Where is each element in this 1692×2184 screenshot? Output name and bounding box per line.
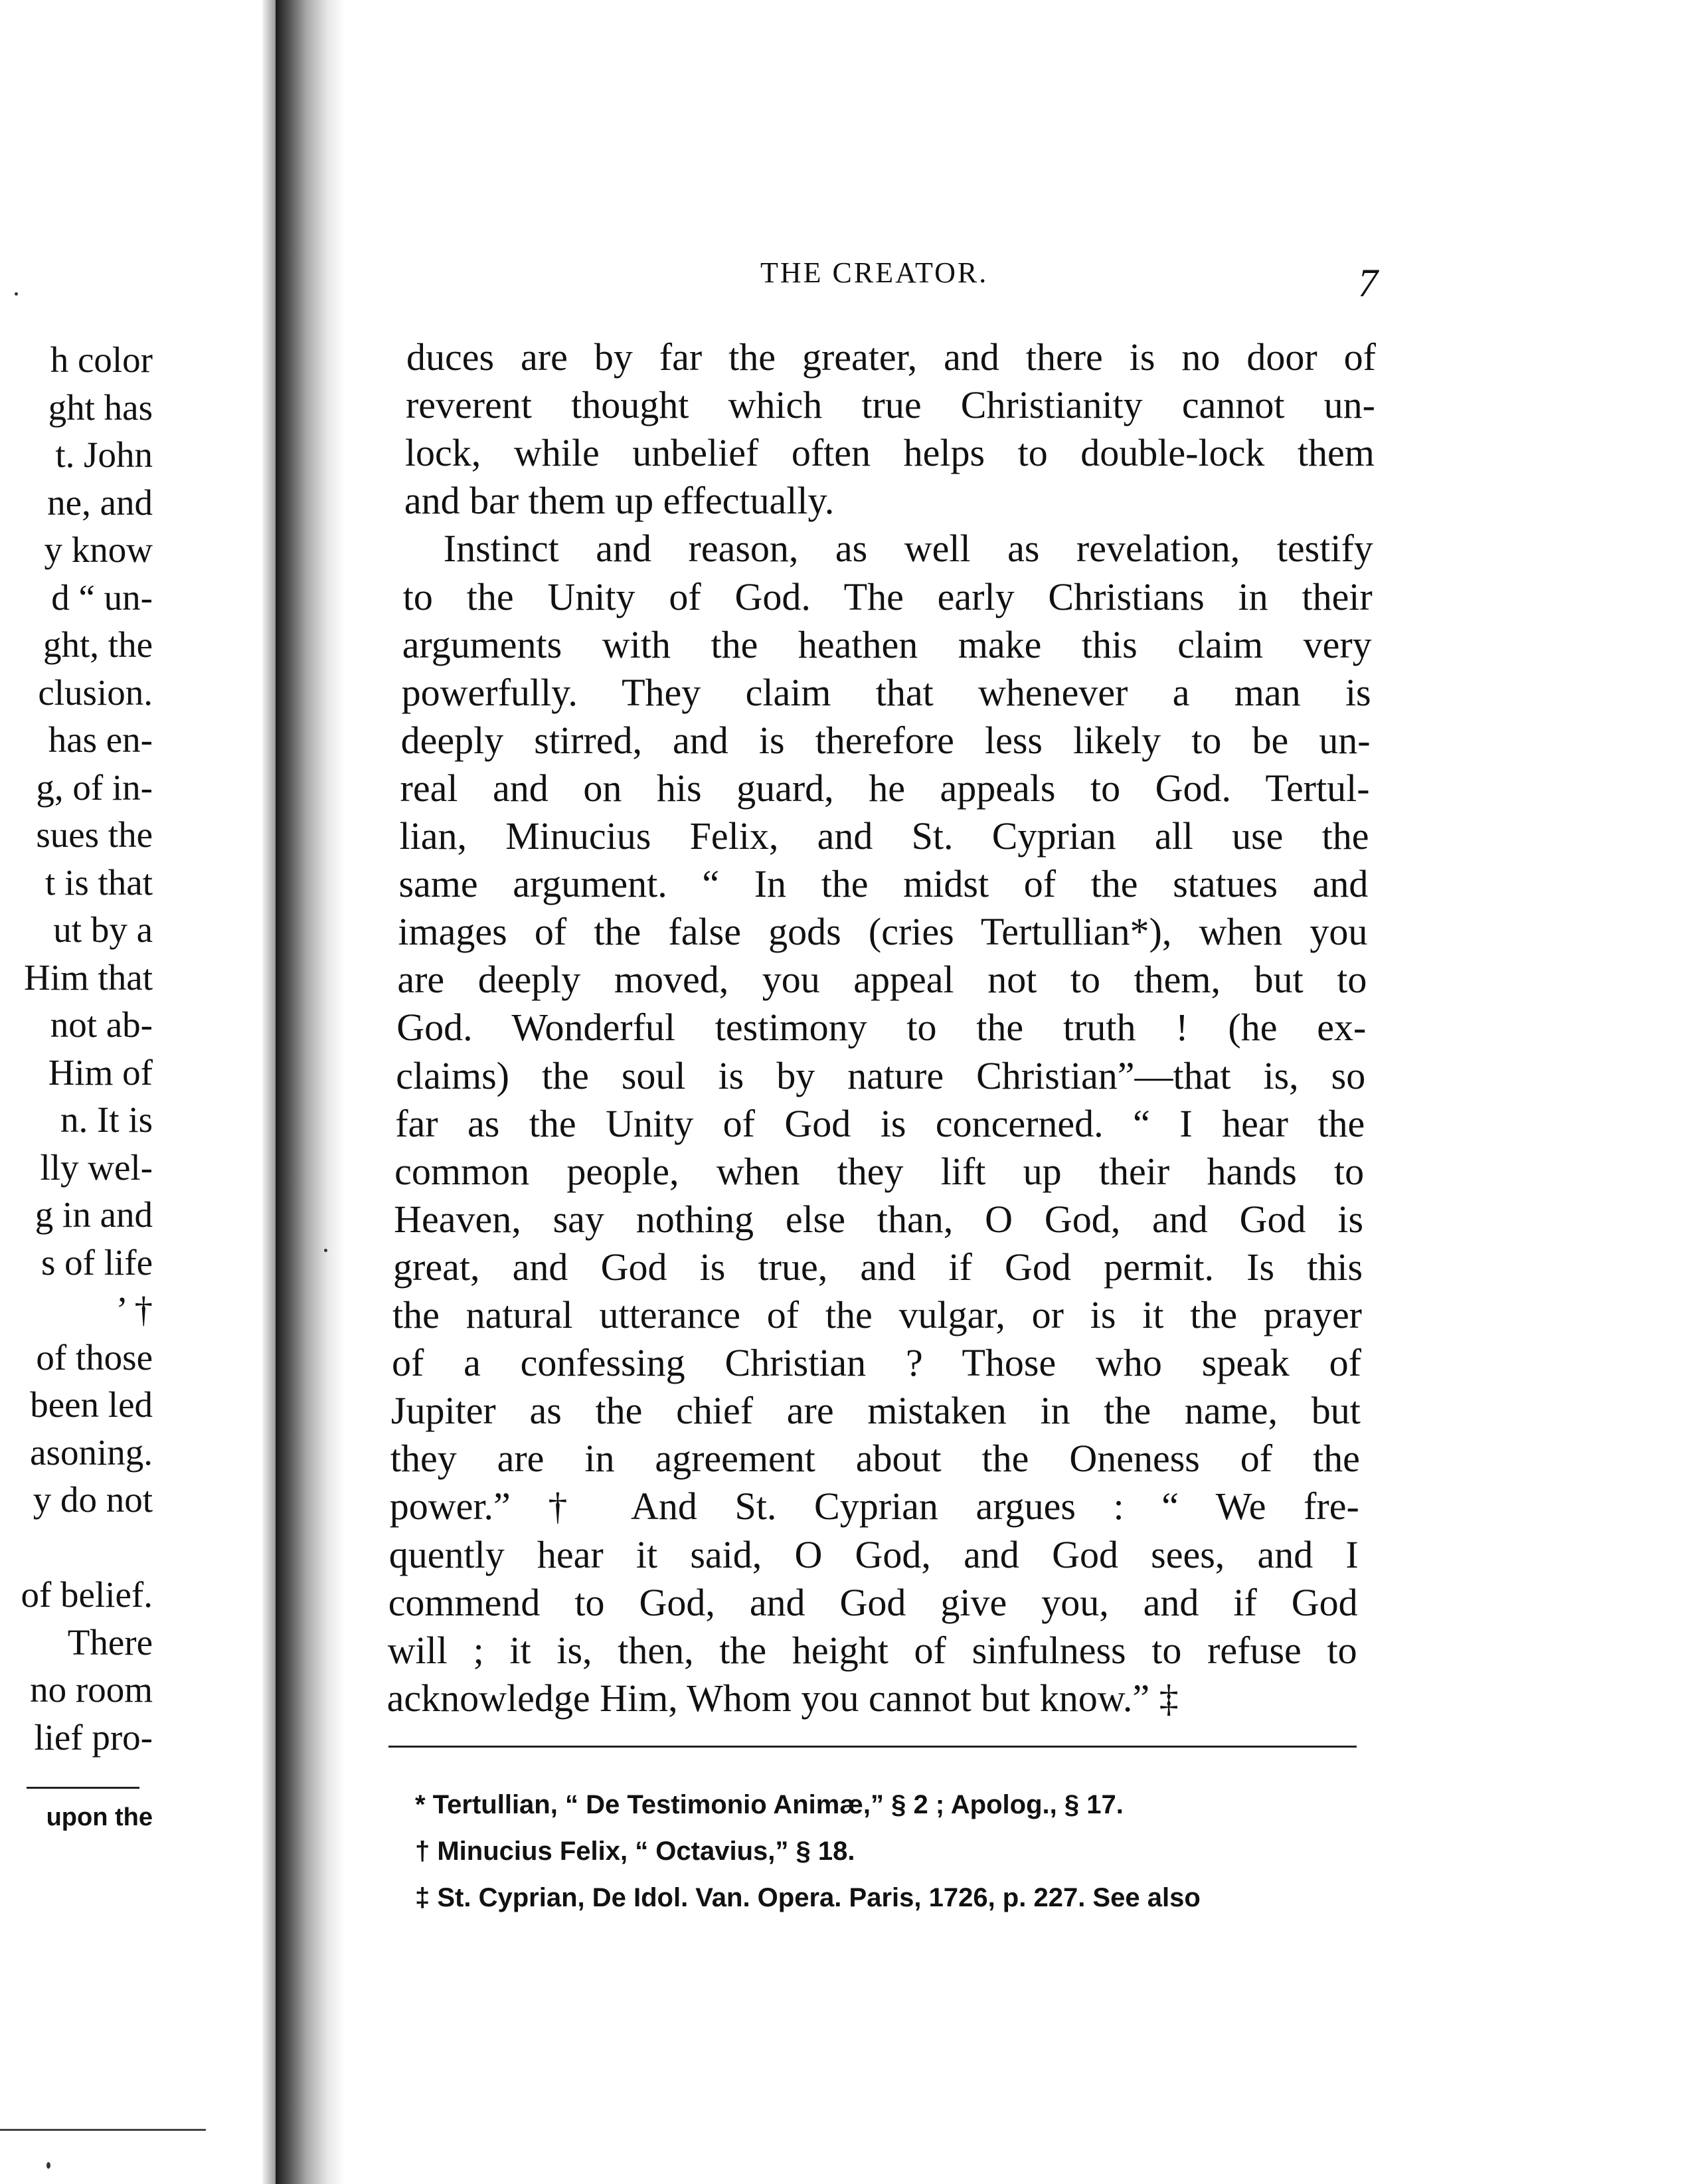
facing-page-line: sues the bbox=[36, 814, 153, 855]
body-line: acknowledge Him, Whom you cannot but know.” ‡ bbox=[386, 1676, 1179, 1720]
facing-page-line: Him that bbox=[23, 956, 153, 998]
facing-page-line: There bbox=[67, 1621, 153, 1663]
facing-page-line: g, of in- bbox=[36, 767, 153, 808]
facing-page-footnote: upon the bbox=[46, 1803, 153, 1831]
body-line: real and on his guard, he appeals to God. Tertul- bbox=[400, 766, 1370, 810]
facing-page-bottom-edge bbox=[0, 2129, 206, 2131]
facing-page-line: of those bbox=[36, 1336, 153, 1378]
facing-page bbox=[0, 0, 279, 2184]
facing-page-line: not ab- bbox=[50, 1004, 153, 1045]
body-line: Heaven, say nothing else than, O God, and God is bbox=[394, 1197, 1364, 1241]
running-head: THE CREATOR. bbox=[760, 256, 989, 289]
body-line: God. Wonderful testimony to the truth ! (he ex- bbox=[396, 1006, 1367, 1049]
body-line: to the Unity of God. The early Christians in their bbox=[402, 575, 1373, 618]
facing-page-line: no room bbox=[30, 1669, 153, 1710]
body-line: arguments with the heathen make this claim very bbox=[402, 622, 1372, 666]
body-line: quently hear it said, O God, and God sees, and I bbox=[388, 1532, 1359, 1576]
body-line: duces are by far the greater, and there is no door of bbox=[406, 335, 1376, 379]
facing-page-line: n. It is bbox=[60, 1099, 153, 1140]
facing-page-line: Him of bbox=[48, 1051, 153, 1093]
body-line: the natural utterance of the vulgar, or is it the prayer bbox=[392, 1293, 1362, 1336]
footnote-rule bbox=[388, 1746, 1357, 1748]
facing-page-line: g in and bbox=[35, 1194, 153, 1235]
body-line: reverent thought which true Christianity cannot un- bbox=[405, 383, 1375, 427]
facing-page-line: has en- bbox=[48, 719, 153, 760]
page-number: 7 bbox=[1358, 261, 1378, 305]
facing-page-line: asoning. bbox=[30, 1431, 153, 1473]
book-gutter bbox=[276, 0, 345, 2184]
facing-page-line: y do not bbox=[33, 1479, 153, 1520]
facing-page-line: ght has bbox=[48, 387, 153, 428]
body-line: Jupiter as the chief are mistaken in the name, but bbox=[390, 1389, 1361, 1433]
body-line: commend to God, and God give you, and if God bbox=[388, 1580, 1358, 1624]
body-line: same argument. “ In the midst of the statues and bbox=[398, 862, 1369, 906]
footnote: ‡ St. Cyprian, De Idol. Van. Opera. Paris, 1726, p. 227. See also bbox=[415, 1883, 1201, 1912]
body-line: will ; it is, then, the height of sinfulness to refuse to bbox=[387, 1628, 1357, 1672]
footnote: † Minucius Felix, “ Octavius,” § 18. bbox=[415, 1837, 855, 1866]
paper-speck bbox=[15, 292, 18, 296]
facing-page-line: ’ † bbox=[116, 1289, 153, 1330]
body-line: and bar them up effectually. bbox=[404, 479, 835, 523]
body-line: images of the false gods (cries Tertullian*), when you bbox=[398, 910, 1368, 954]
facing-page-line: lief pro- bbox=[34, 1716, 153, 1758]
body-line: lock, while unbelief often helps to double-lock them bbox=[404, 431, 1375, 475]
body-line: far as the Unity of God is concerned. “ I hear the bbox=[395, 1101, 1365, 1145]
facing-page-line: ut by a bbox=[53, 909, 153, 950]
paper-speck bbox=[324, 1249, 327, 1252]
body-line: lian, Minucius Felix, and St. Cyprian all use the bbox=[399, 814, 1369, 858]
facing-page-line: y know bbox=[44, 529, 153, 570]
facing-page-line: of belief. bbox=[21, 1574, 153, 1615]
facing-page-line: d “ un- bbox=[51, 577, 153, 618]
facing-page-line: s of life bbox=[41, 1241, 153, 1283]
body-line: common people, when they lift up their hands to bbox=[394, 1149, 1365, 1193]
facing-page-line: t. John bbox=[55, 434, 153, 475]
facing-page-line: ne, and bbox=[47, 482, 153, 523]
body-line: powerfully. They claim that whenever a man is bbox=[401, 670, 1371, 714]
body-line: they are in agreement about the Oneness of the bbox=[390, 1437, 1360, 1481]
body-line: of a confessing Christian ? Those who speak of bbox=[391, 1341, 1361, 1385]
body-line: power.” † And St. Cyprian argues : “ We fre- bbox=[389, 1485, 1359, 1528]
facing-page-line: lly wel- bbox=[40, 1146, 153, 1188]
facing-page-line: clusion. bbox=[38, 672, 153, 713]
footnote: * Tertullian, “ De Testimonio Animæ,” § 2 ; Apolog., § 17. bbox=[415, 1790, 1124, 1819]
body-line: great, and God is true, and if God permit. Is this bbox=[393, 1245, 1363, 1289]
body-line: Instinct and reason, as well as revelation, testify bbox=[443, 527, 1373, 571]
facing-page-line: ght, the bbox=[43, 624, 153, 665]
paper-speck bbox=[46, 2162, 50, 2169]
facing-page-line: h color bbox=[50, 339, 153, 380]
body-line: are deeply moved, you appeal not to them, but to bbox=[397, 958, 1367, 1002]
facing-page-line: been led bbox=[30, 1384, 153, 1425]
body-line: deeply stirred, and is therefore less likely to be un- bbox=[400, 718, 1371, 762]
facing-page-footnote-rule bbox=[27, 1787, 139, 1789]
facing-page-line: t is that bbox=[45, 862, 153, 903]
body-line: claims) the soul is by nature Christian”—that is, so bbox=[396, 1053, 1366, 1097]
